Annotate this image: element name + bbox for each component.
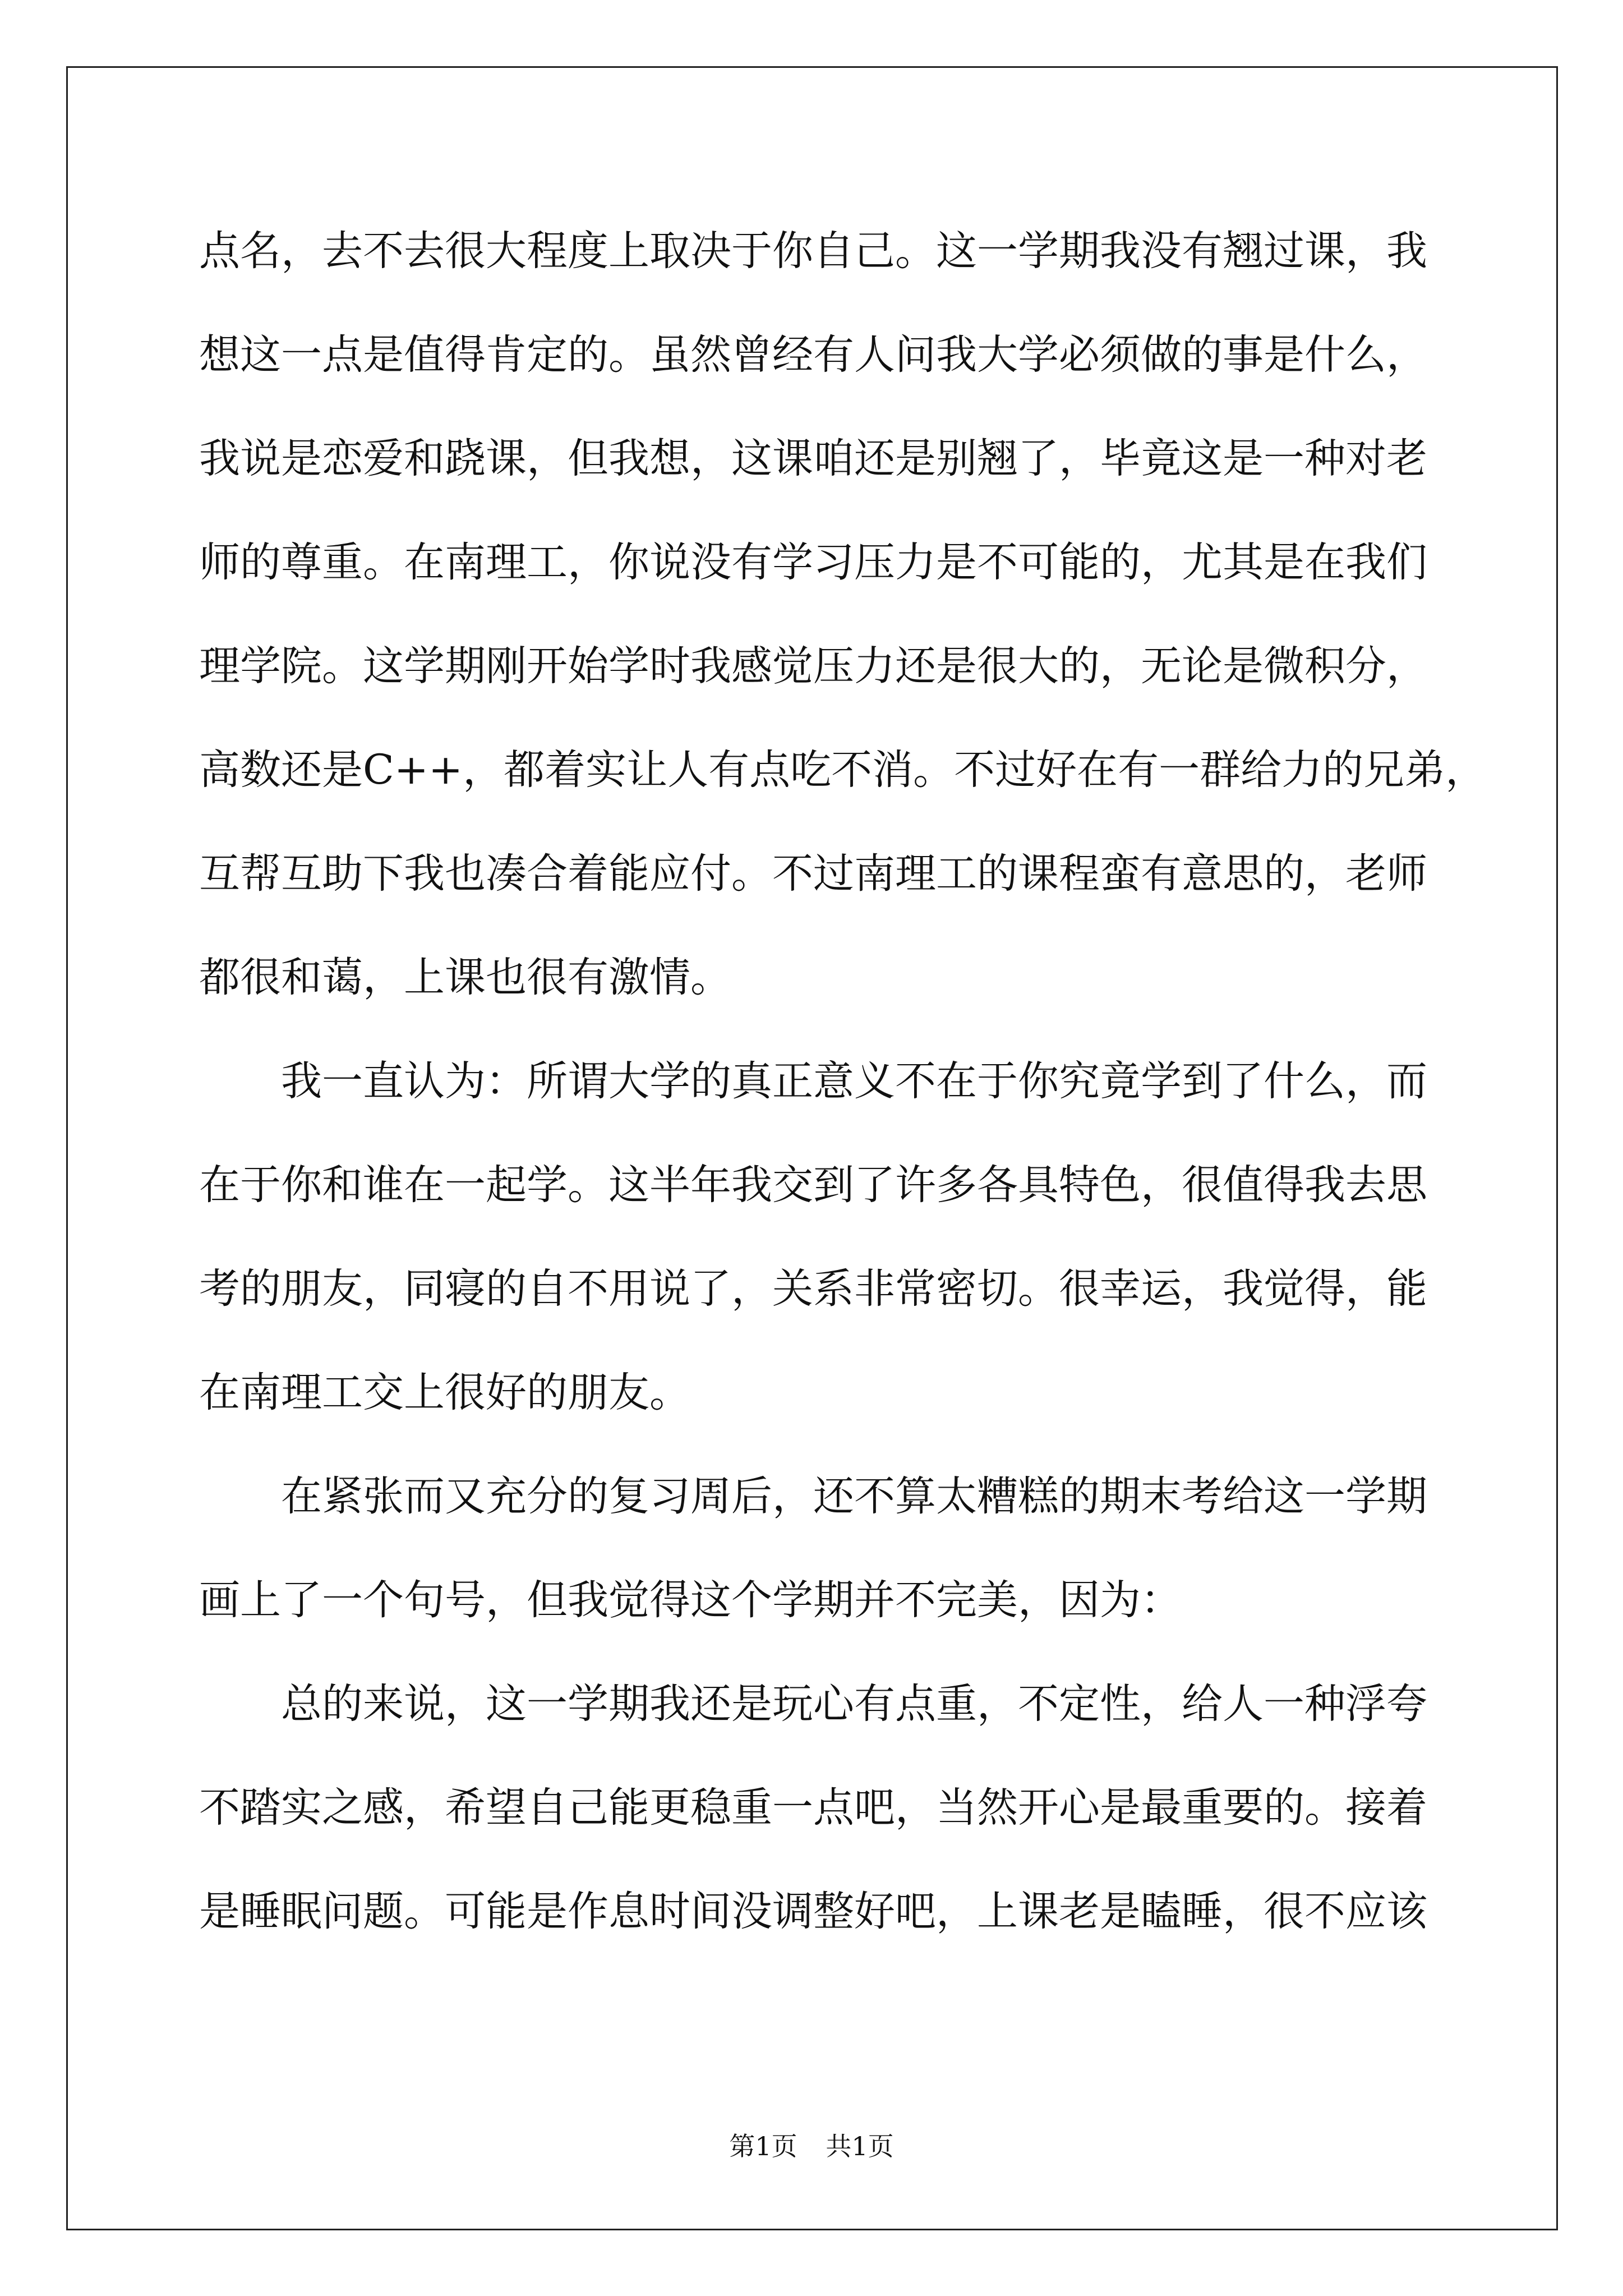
text-line: 在南理工交上很好的朋友。	[199, 1369, 690, 1416]
text-line: 在于你和谁在一起学。这半年我交到了许多各具特色，很值得我去思	[199, 1161, 1427, 1209]
paragraph-start: 在紧张而又充分的复习周后，还不算太糟糕的期末考给这一学期	[281, 1473, 1427, 1520]
text-line: 高数还是C++，都着实让人有点吃不消。不过好在有一群给力的兄弟，	[199, 746, 1487, 794]
text-line: 是睡眠问题。可能是作息时间没调整好吧，上课老是瞌睡，很不应该	[199, 1888, 1427, 1935]
text-line: 不踏实之感，希望自己能更稳重一点吧，当然开心是最重要的。接着	[199, 1784, 1427, 1832]
text-line: 画上了一个句号，但我觉得这个学期并不完美，因为：	[199, 1576, 1182, 1624]
paragraph-start: 我一直认为：所谓大学的真正意义不在于你究竟学到了什么，而	[281, 1057, 1427, 1105]
text-line: 想这一点是值得肯定的。虽然曾经有人问我大学必须做的事是什么，	[199, 331, 1427, 379]
text-line: 师的尊重。在南理工，你说没有学习压力是不可能的，尤其是在我们	[199, 539, 1427, 586]
text-line: 都很和蔼，上课也很有激情。	[199, 954, 731, 1001]
page-total: 共1页	[826, 2131, 894, 2161]
text-line: 我说是恋爱和跷课，但我想，这课咱还是别翘了，毕竟这是一种对老	[199, 435, 1427, 482]
text-line: 理学院。这学期刚开始学时我感觉压力还是很大的，无论是微积分，	[199, 642, 1427, 690]
page-footer	[0, 2126, 1623, 2163]
text-line: 点名，去不去很大程度上取决于你自己。这一学期我没有翘过课，我	[199, 227, 1427, 275]
text-line: 考的朋友，同寝的自不用说了，关系非常密切。很幸运，我觉得，能	[199, 1265, 1427, 1313]
paragraph-start: 总的来说，这一学期我还是玩心有点重，不定性，给人一种浮夸	[281, 1680, 1427, 1728]
text-line: 互帮互助下我也凑合着能应付。不过南理工的课程蛮有意思的，老师	[199, 850, 1427, 898]
page-number: 第1页	[729, 2131, 797, 2161]
